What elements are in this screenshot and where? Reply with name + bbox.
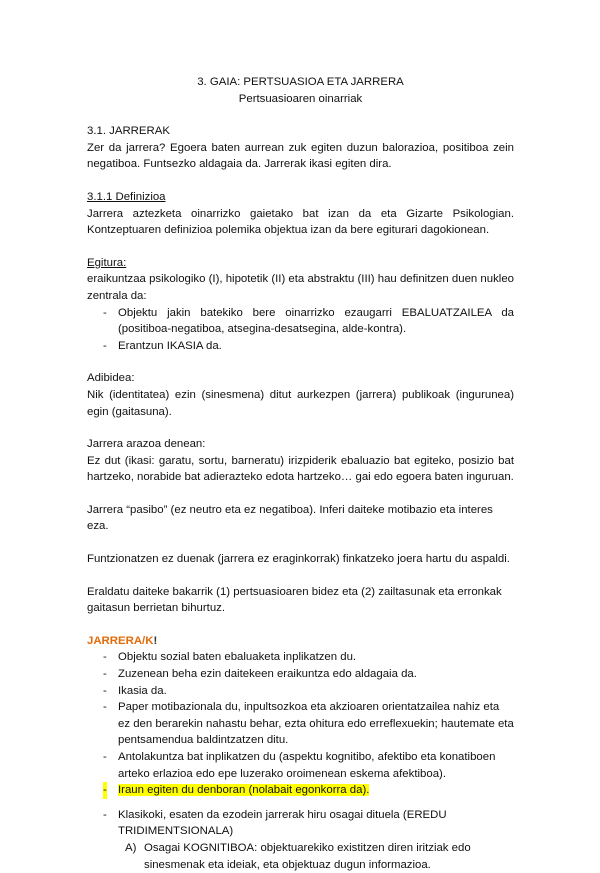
adibidea-heading: Adibidea: (87, 372, 135, 385)
jarrerak-list-continued (87, 807, 514, 840)
list-item: - Objektu sozial baten ebaluaketa inplikatzen du. (103, 651, 357, 664)
list-item: - Antolakuntza bat inplikatzen du (aspektu kognitibo, afektibo eta konatiboen arteko erlazioa edo epe luzerako oroimenean eskema afektiboa). (103, 751, 496, 780)
sub-list-item: A) Osagai KOGNITIBOA: objektuarekiko existitzen diren iritziak edo sinesmenak eta ideiak, eta objektuaz dugun informazioa. (125, 841, 471, 871)
list-item: - Ikasia da. (103, 684, 167, 697)
arazoa-body: Ez dut (ikasi: garatu, sortu, barneratu) irizpiderik ebaluazio bat egiteko, posizio bat hartzeko, norabide bat adierazteko edota hartzeko… gai edo egoera baten inguruan. (87, 454, 514, 484)
arazoa-heading: Jarrera arazoa denean: (87, 438, 206, 451)
document-page (87, 74, 514, 873)
section-body-3-1: Zer da jarrera? Egoera baten aurrean zuk egiten duzun balorazioa, positiboa zein negatiboa. Funtsezko aldagaia da. Jarrerak ikasi egiten dira. (87, 141, 514, 171)
paragraph-eraldatu: Eraldatu daiteke bakarrik (1) pertsuasioaren bidez eta (2) zailtasunak eta erronkak gaitasun berrietan bihurtuz. (87, 585, 502, 615)
list-item-highlighted: - Iraun egiten du denboran (nolabait egonkorra da). (87, 782, 514, 799)
document-subtitle: Pertsuasioaren oinarriak (238, 92, 363, 105)
list-item: - Erantzun IKASIA da. (103, 339, 222, 352)
list-item: - Paper motibazionala du, inpultsozkoa eta akzioaren orientatzailea nahiz eta ez den berarekin nahastu behar, ezta ohitura edo erreflexuekin; hautemate eta pentsamendua baldintzatzen ditu. (103, 701, 514, 747)
section-heading-3-1: 3.1. JARRERAK (87, 125, 170, 138)
list-item: - Objektu jakin batekiko bere oinarrizko ezaugarri EBALUATZAILEA da (positiboa-negatiboa, atsegina-desatsegina, alde-kontra). (103, 306, 514, 336)
list-item: - Zuzenean beha ezin daitekeen eraikuntza edo aldagaia da. (103, 668, 417, 681)
paragraph-pasibo: Jarrera “pasibo” (ez neutro eta ez negatiboa). Inferi daiteke motibazio eta interes eza. (87, 503, 493, 533)
jarrerak-heading: JARRERA/K! (87, 634, 158, 647)
egitura-list (87, 305, 514, 355)
egitura-body: eraikuntzaa psikologiko (I), hipotetik (II) eta abstraktu (III) hau definitzen duen nukleo zentrala da: (87, 273, 514, 302)
list-item: - Klasikoki, esaten da ezodein jarrerak hiru osagai dituela (EREDU TRIDIMENTSIONALA) (103, 808, 447, 838)
adibidea-body: Nik (identitatea) ezin (sinesmena) ditut aurkezpen (jarrera) publikoak (ingurunea) egin (gaitasuna). (87, 388, 514, 418)
egitura-heading: Egitura: (87, 256, 127, 269)
jarrerak-list (87, 649, 514, 798)
section-body-3-1-1: Jarrera aztezketa oinarrizko gaietako bat izan da eta Gizarte Psikologian. Kontzeptuaren definizioa polemika objektua izan da bere egiturari dagokionean. (87, 207, 514, 237)
document-title: 3. GAIA: PERTSUASIOA ETA JARRERA (197, 76, 404, 88)
paragraph-funtzionatzen: Funtzionatzen ez duenak (jarrera ez eraginkorrak) finkatzeko joera hartu du aspaldi. (87, 553, 510, 566)
section-heading-3-1-1: 3.1.1 Definizioa (87, 190, 166, 203)
